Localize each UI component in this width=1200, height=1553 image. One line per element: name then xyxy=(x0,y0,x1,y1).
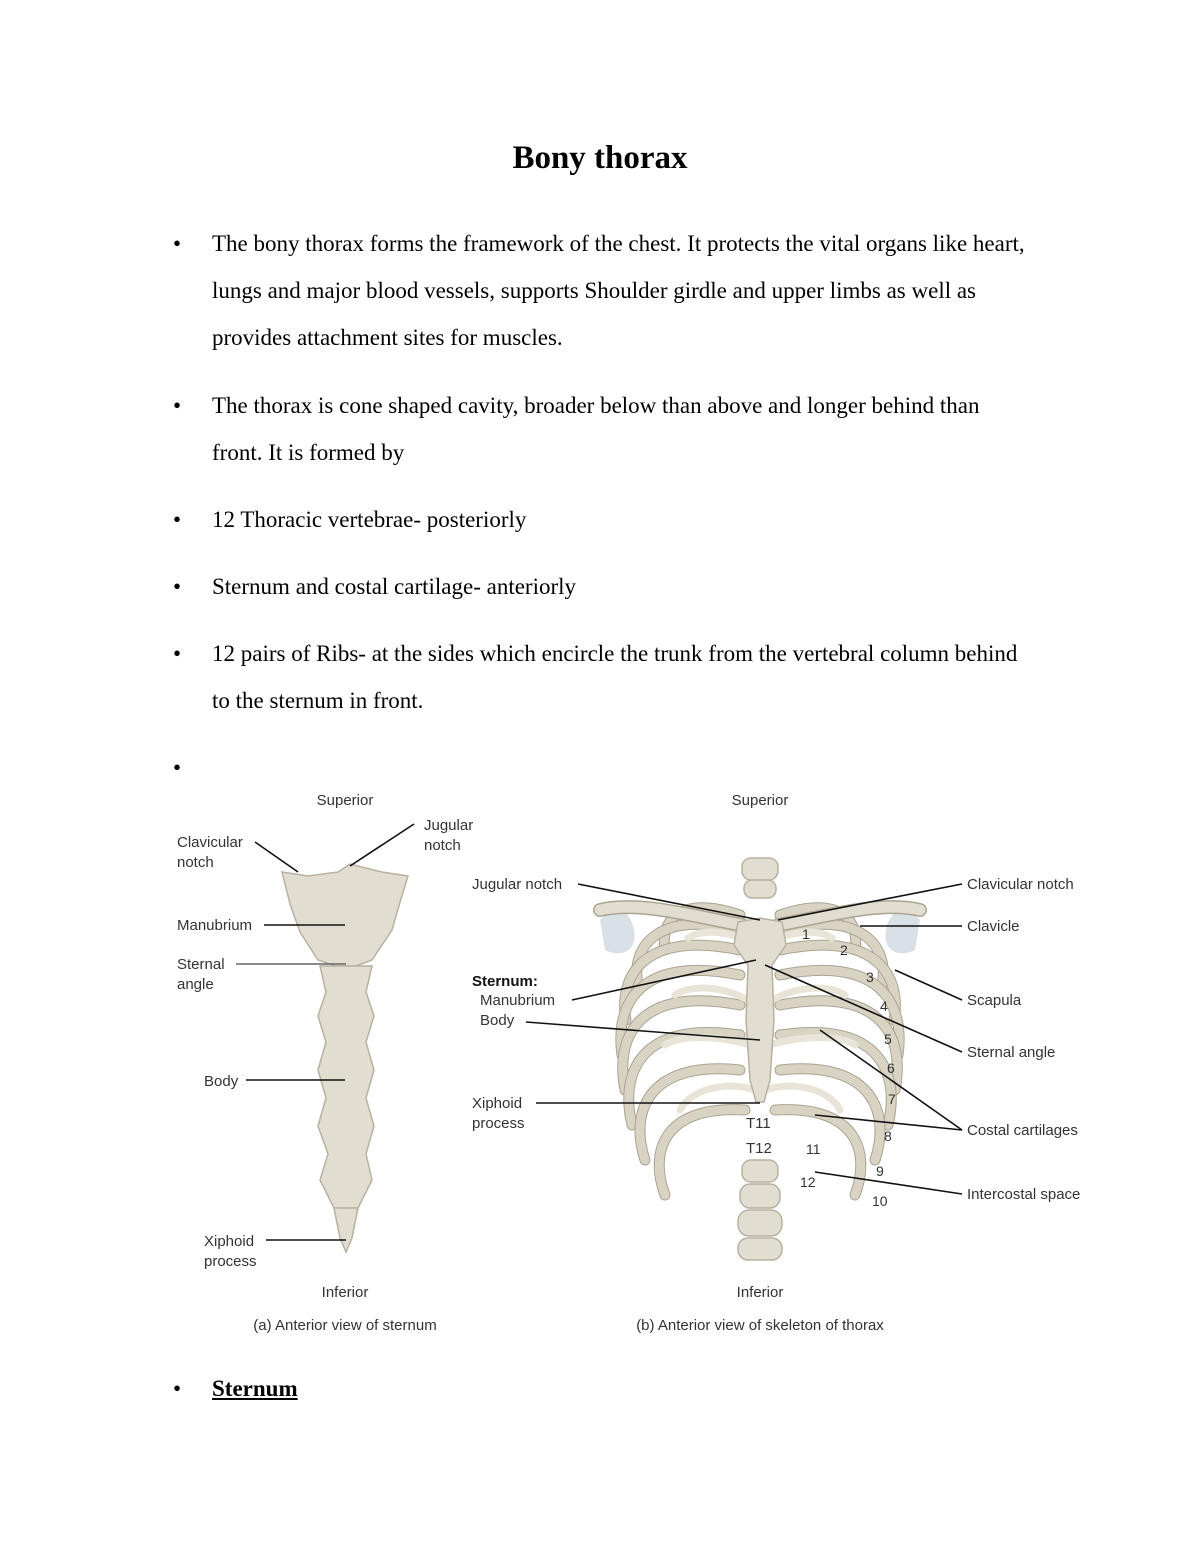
rib-number: 10 xyxy=(872,1193,888,1209)
bullet-symbol: • xyxy=(173,231,182,256)
rib-number: 4 xyxy=(880,998,888,1014)
bullet-symbol: • xyxy=(173,755,182,780)
label-sternal-angle-a-2: angle xyxy=(177,976,214,993)
label-sternal-angle-a: Sternal xyxy=(177,956,225,973)
label-jugular-notch-a-2: notch xyxy=(424,837,461,854)
panel-a-sternum xyxy=(177,792,473,1334)
rib-number: 3 xyxy=(866,969,874,985)
label-sternal-angle-b: Sternal angle xyxy=(967,1044,1056,1061)
rib-number: 6 xyxy=(887,1060,895,1076)
panel-b-thorax xyxy=(472,792,1080,1334)
caption-a: (a) Anterior view of sternum xyxy=(253,1317,437,1334)
rib-number: 2 xyxy=(840,942,848,958)
bullet-symbol: • xyxy=(173,574,182,599)
xiphoid-shape xyxy=(334,1208,358,1252)
label-jugular-notch-a: Jugular xyxy=(424,817,474,834)
label-manubrium-b: Manubrium xyxy=(480,992,556,1009)
label-manubrium-a: Manubrium xyxy=(177,917,253,934)
scapula-left xyxy=(600,911,635,954)
rib-number: 1 xyxy=(802,926,810,942)
label-sternum-heading: Sternum: xyxy=(472,973,538,990)
bullet-symbol: • xyxy=(173,507,182,532)
label-scapula: Scapula xyxy=(967,992,1022,1009)
bullet-text: The bony thorax forms the framework of the chest. It protects the vital organs like heart, lungs and major blood vessels, supports Shoulder girdle and upper limbs as well as provides attachment sites for muscles. xyxy=(212,231,1025,350)
label-intercostal-space: Intercostal space xyxy=(967,1186,1081,1203)
bullet-symbol: • xyxy=(173,1376,182,1401)
label-clavicle: Clavicle xyxy=(967,918,1020,935)
bullet-symbol: • xyxy=(173,393,182,418)
label-xiphoid-b: Xiphoid xyxy=(472,1095,523,1112)
caption-b: (b) Anterior view of skeleton of thorax xyxy=(636,1317,884,1334)
rib-number: 9 xyxy=(876,1163,884,1179)
bullet-symbol: • xyxy=(173,641,182,666)
label-inferior-b: Inferior xyxy=(736,1284,784,1301)
bullet-text: 12 pairs of Ribs- at the sides which encircle the trunk from the vertebral column behind to the sternum in front. xyxy=(212,641,1018,713)
rib-number: 11 xyxy=(806,1141,821,1157)
label-xiphoid-a: Xiphoid xyxy=(204,1233,255,1250)
leader-jugular-notch-a xyxy=(350,824,414,866)
manubrium-shape xyxy=(282,864,408,966)
page-title: Bony thorax xyxy=(512,140,688,176)
thorax-figure xyxy=(160,780,1120,1340)
label-superior-b: Superior xyxy=(731,792,789,809)
bullet-text: 12 Thoracic vertebrae- posteriorly xyxy=(212,507,527,532)
label-t12: T12 xyxy=(746,1140,772,1157)
label-clavicular-notch-b: Clavicular notch xyxy=(967,876,1074,893)
sternum-body-shape xyxy=(318,966,374,1208)
section-heading-sternum: Sternum xyxy=(212,1376,298,1401)
label-xiphoid-a-2: process xyxy=(204,1253,257,1270)
rib-number: 7 xyxy=(888,1091,896,1107)
leader-scapula xyxy=(895,970,962,1000)
label-jugular-notch-b: Jugular notch xyxy=(472,876,563,893)
label-clavicular-notch-a: Clavicular xyxy=(177,834,243,851)
rib-number: 8 xyxy=(884,1128,892,1144)
label-clavicular-notch-a-2: notch xyxy=(177,854,214,871)
label-body-b: Body xyxy=(480,1012,515,1029)
bullet-text: The thorax is cone shaped cavity, broader below than above and longer behind than front. It is formed by xyxy=(212,393,980,465)
label-superior-a: Superior xyxy=(316,792,374,809)
label-t11: T11 xyxy=(746,1115,771,1132)
scapula-right xyxy=(885,911,920,954)
leader-intercostal-space xyxy=(815,1172,962,1194)
rib-number: 12 xyxy=(800,1174,816,1190)
rib-number: 5 xyxy=(884,1031,892,1047)
bullet-text: Sternum and costal cartilage- anteriorly xyxy=(212,574,577,599)
label-xiphoid-b-2: process xyxy=(472,1115,525,1132)
label-body-a: Body xyxy=(204,1073,239,1090)
label-inferior-a: Inferior xyxy=(321,1284,369,1301)
leader-clavicular-notch-a xyxy=(255,842,298,872)
label-costal-cartilages: Costal cartilages xyxy=(967,1122,1078,1139)
thorax-illustration xyxy=(160,780,1120,1340)
